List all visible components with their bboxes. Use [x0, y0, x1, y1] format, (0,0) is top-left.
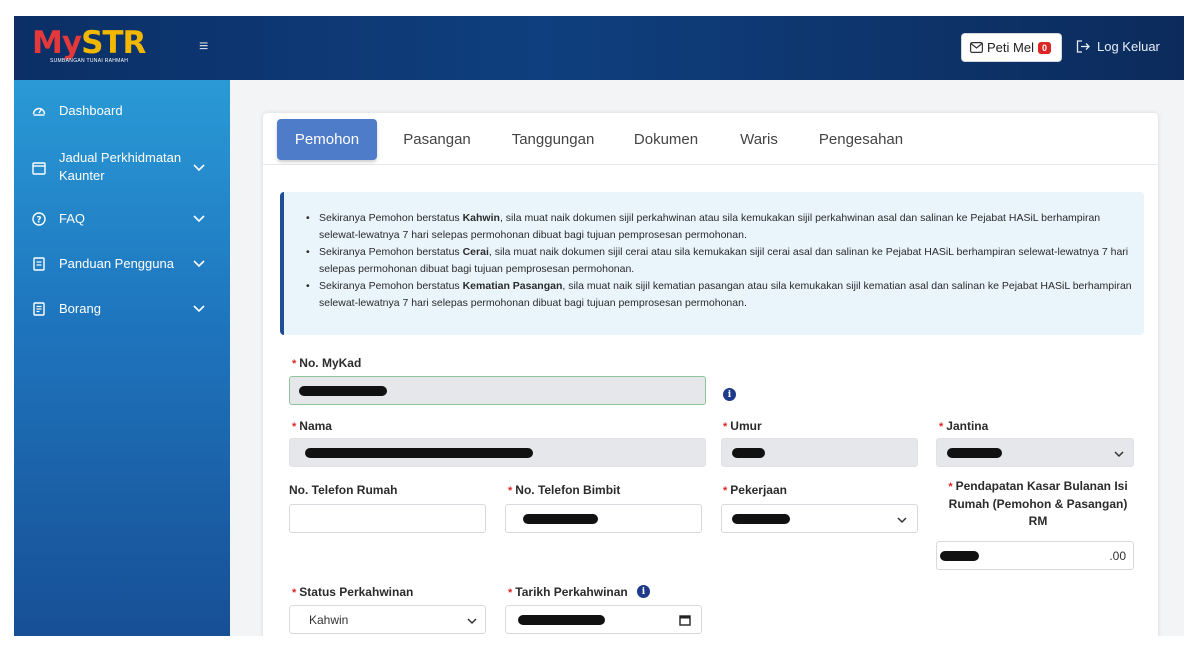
notice-item: • Sekiranya Pemohon berstatus Kematian Pasangan, sila muat naik sijil kematian pasangan atau sila kemukakan sijil kematian asal dan salinan ke Pejabat HASiL berhampiran selewat-lewatnya 7 hari selepas permohonan dibuat bagi tujuan pemprosesan permohonan. — [306, 278, 1136, 311]
sidebar-item-label: Panduan Pengguna — [59, 256, 174, 271]
sidebar-item-dashboard[interactable] — [14, 101, 230, 121]
tab-pasangan[interactable]: Pasangan — [403, 131, 471, 148]
mailbox-label: Peti Mel — [987, 40, 1034, 55]
mystr-logo[interactable] — [32, 26, 152, 70]
document-icon — [32, 257, 46, 271]
tel-bimbit-label: * No. Telefon Bimbit — [508, 483, 621, 497]
app-window — [14, 16, 1184, 636]
notice-item: • Sekiranya Pemohon berstatus Kahwin, sila muat naik dokumen sijil perkahwinan atau sila kemukakan sijil perkahwinan asal dan salinan ke Pejabat HASiL berhampiran selewat-lewatnya 7 hari selepas permohonan dibuat bagi tujuan pemprosesan permohonan. — [306, 210, 1136, 243]
hamburger-icon[interactable]: ≡ — [199, 38, 209, 55]
chevron-down-icon — [193, 260, 205, 268]
status-select[interactable] — [289, 605, 486, 634]
sidebar — [14, 80, 230, 636]
redacted-jantina — [947, 448, 1002, 458]
status-value: Kahwin — [309, 613, 349, 627]
redacted-tel-bimbit — [523, 514, 598, 524]
mail-count-badge: 0 — [1038, 42, 1051, 54]
sidebar-item-label: FAQ — [59, 211, 86, 226]
jantina-label: * Jantina — [939, 419, 989, 433]
tel-bimbit-field[interactable] — [505, 504, 702, 533]
chevron-down-icon — [467, 618, 477, 625]
logo-text-tr: TR — [102, 25, 146, 61]
info-alert — [280, 192, 1144, 335]
info-icon[interactable]: i — [723, 388, 736, 401]
logo-text-s: S — [81, 25, 103, 61]
tel-rumah-field[interactable] — [289, 504, 486, 533]
pendapatan-cents: .00 — [1109, 549, 1126, 563]
logo-text-my: My — [32, 25, 82, 61]
tab-tanggungan[interactable]: Tanggungan — [511, 131, 595, 148]
help-circle-icon — [32, 212, 46, 226]
tel-rumah-label: No. Telefon Rumah — [289, 483, 398, 497]
redacted-mykad — [299, 386, 387, 396]
nama-field[interactable] — [289, 438, 706, 467]
sidebar-item-borang[interactable] — [14, 299, 230, 319]
chevron-down-icon — [897, 517, 907, 524]
svg-text:?: ? — [36, 215, 42, 226]
sidebar-item-label: Borang — [59, 301, 101, 316]
logo-subtitle: SUMBANGAN TUNAI RAHMAH — [50, 58, 129, 64]
chevron-down-icon — [1114, 451, 1124, 458]
sidebar-item-faq[interactable] — [14, 209, 230, 229]
info-icon[interactable]: i — [637, 585, 650, 598]
form-tabs — [263, 113, 1158, 165]
tarikh-label: * Tarikh Perkahwinan — [508, 585, 628, 599]
dashboard-gauge-icon — [32, 104, 46, 118]
status-label: * Status Perkahwinan — [292, 585, 414, 599]
redacted-pendapatan — [940, 551, 979, 561]
redacted-tarikh — [518, 615, 605, 625]
calendar-icon[interactable] — [679, 614, 691, 626]
sidebar-item-label: Jadual Perkhidmatan Kaunter — [59, 150, 182, 183]
sidebar-item-label: Dashboard — [59, 103, 123, 118]
umur-field[interactable] — [721, 438, 918, 467]
top-navbar — [14, 16, 1184, 80]
sidebar-item-jadual[interactable] — [14, 148, 230, 188]
tarikh-date-field[interactable] — [505, 605, 702, 634]
form-document-icon — [32, 302, 46, 316]
redacted-umur — [732, 448, 765, 458]
envelope-icon — [970, 42, 983, 53]
chevron-down-icon — [193, 215, 205, 223]
redacted-pekerjaan — [732, 514, 790, 524]
jantina-select[interactable] — [936, 438, 1134, 467]
pendapatan-label: * Pendapatan Kasar Bulanan Isi Rumah (Pemohon & Pasangan) RM — [948, 479, 1128, 528]
calendar-icon — [32, 161, 46, 175]
logout-link[interactable] — [1076, 39, 1160, 54]
pendapatan-field[interactable] — [936, 541, 1134, 570]
nama-label: * Nama — [292, 419, 332, 433]
tab-dokumen[interactable]: Dokumen — [633, 131, 699, 148]
umur-label: * Umur — [723, 419, 762, 433]
notice-item: • Sekiranya Pemohon berstatus Cerai, sila muat naik dokumen sijil cerai atau sila kemukakan sijil cerai asal dan salinan ke Pejabat HASiL berhampiran selewat-lewatnya 7 hari selepas permohonan dibuat bagi tujuan pemprosesan permohonan. — [306, 244, 1136, 277]
chevron-down-icon — [193, 164, 205, 172]
tab-waris[interactable]: Waris — [740, 131, 778, 148]
logout-icon — [1076, 40, 1090, 53]
chevron-down-icon — [193, 305, 205, 313]
sidebar-item-panduan[interactable] — [14, 254, 230, 274]
logout-label: Log Keluar — [1097, 39, 1160, 54]
redacted-nama — [305, 448, 533, 458]
pekerjaan-label: * Pekerjaan — [723, 483, 787, 497]
tab-pemohon[interactable]: Pemohon — [277, 119, 377, 160]
mykad-field[interactable] — [289, 376, 706, 405]
mykad-label: * No. MyKad — [292, 356, 362, 370]
pekerjaan-select[interactable] — [721, 504, 918, 533]
notice-list — [306, 210, 1136, 312]
mailbox-button[interactable] — [961, 33, 1062, 62]
tab-pengesahan[interactable]: Pengesahan — [818, 131, 904, 148]
